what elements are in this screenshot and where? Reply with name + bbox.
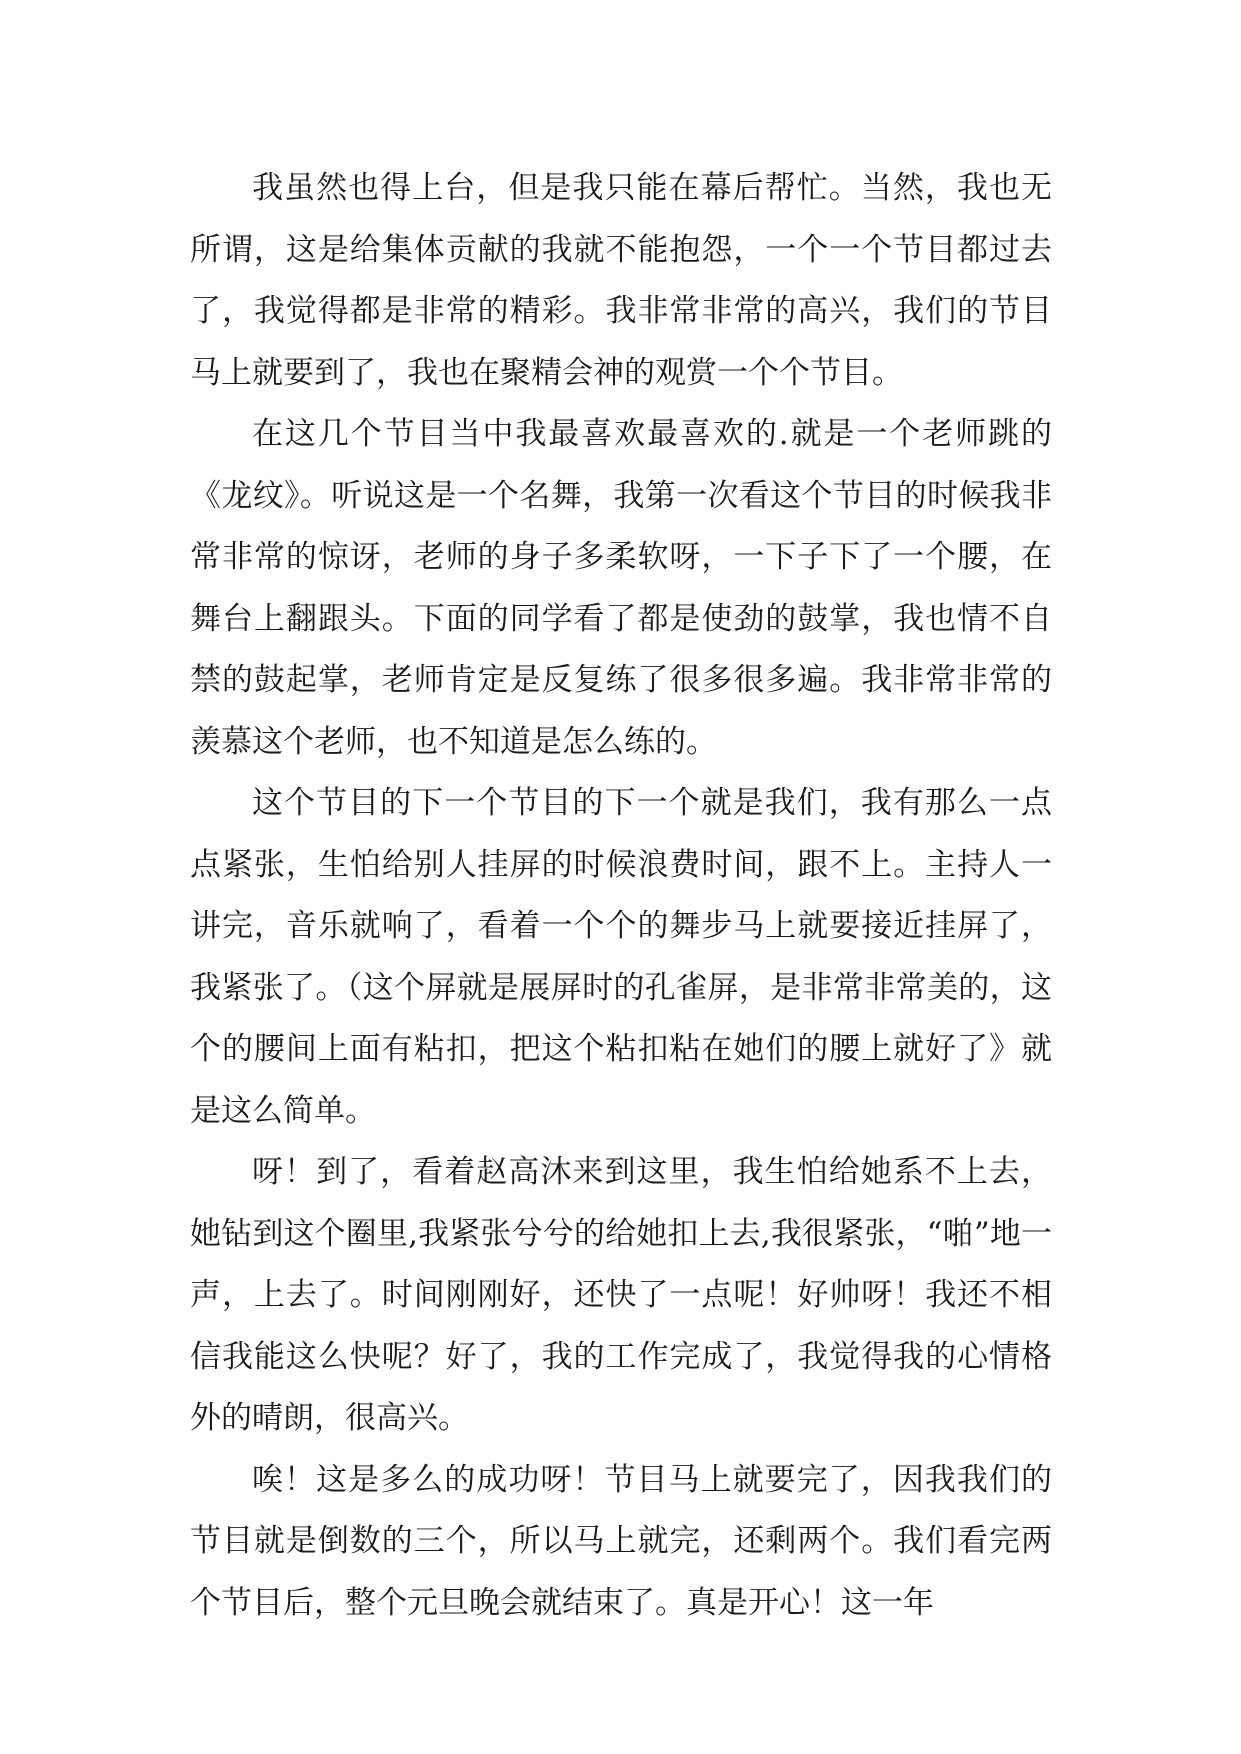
paragraph-3: 这个节目的下一个节目的下一个就是我们，我有那么一点点紧张，生怕给别人挂屏的时候浪费时间，跟不上。主持人一讲完，音乐就响了，看着一个个的舞步马上就要接近挂屏了，我紧张了。（这个屏就是展屏时的孔雀屏，是非常非常美的，这个的腰间上面有粘扣，把这个粘扣粘在她们的腰上就好了》就是这么简单。 [190, 785, 1052, 1129]
paragraph-1: 我虽然也得上台，但是我只能在幕后帮忙。当然，我也无所谓，这是给集体贡献的我就不能抱怨，一个一个节目都过去了，我觉得都是非常的精彩。我非常非常的高兴，我们的节目马上就要到了，我也在聚精会神的观赏一个个节目。 [190, 170, 1052, 391]
body-text [190, 158, 1052, 1634]
paragraph-5: 唉！这是多么的成功呀！节目马上就要完了，因我我们的节目就是倒数的三个，所以马上就完，还剩两个。我们看完两个节目后，整个元旦晚会就结束了。真是开心！这一年 [190, 1461, 1052, 1621]
paragraph-2: 在这几个节目当中我最喜欢最喜欢的.就是一个老师跳的《龙纹》。听说这是一个名舞，我第一次看这个节目的时候我非常非常的惊讶，老师的身子多柔软呀，一下子下了一个腰，在舞台上翻跟头。下面的同学看了都是使劲的鼓掌，我也情不自禁的鼓起掌，老师肯定是反复练了很多很多遍。我非常非常的羡慕这个老师，也不知道是怎么练的。 [190, 416, 1052, 760]
paragraph-4: 呀！到了，看着赵高沐来到这里，我生怕给她系不上去，她钻到这个圈里,我紧张兮兮的给她扣上去,我很紧张，“啪”地一声，上去了。时间刚刚好，还快了一点呢！好帅呀！我还不相信我能这么快呢？好了，我的工作完成了，我觉得我的心情格外的晴朗，很高兴。 [190, 1154, 1052, 1436]
